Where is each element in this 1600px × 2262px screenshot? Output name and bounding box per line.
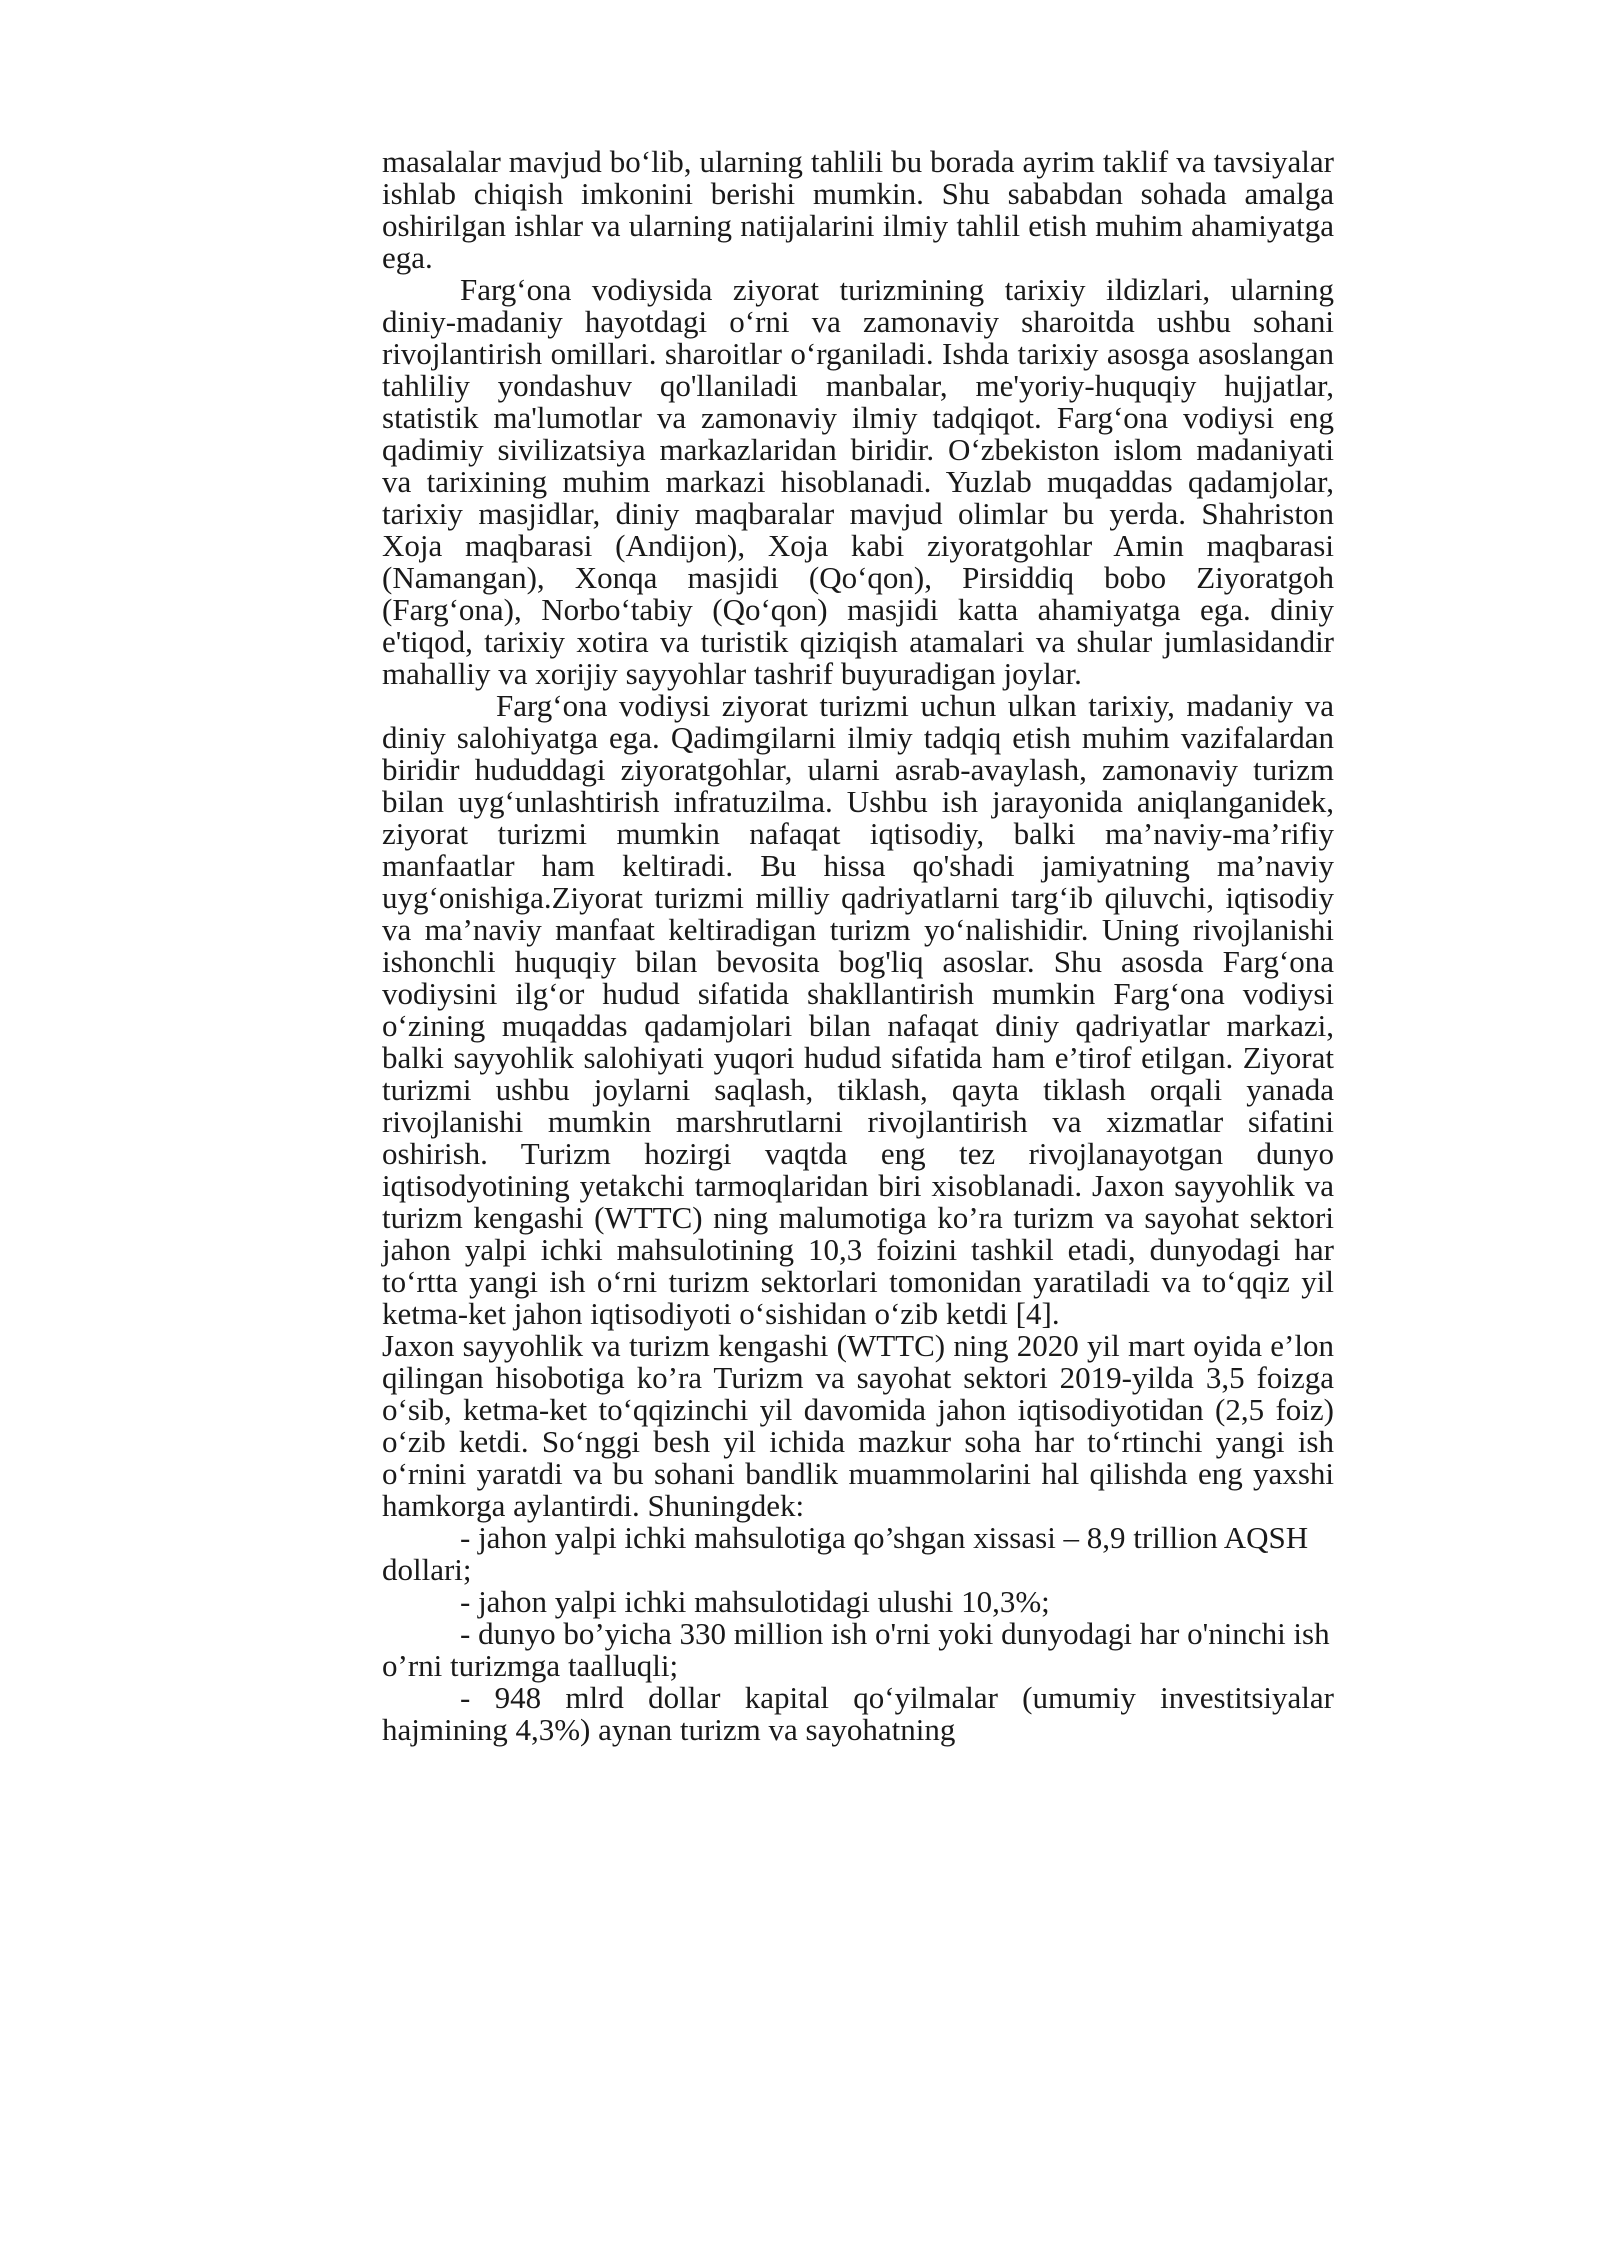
document-page [382,146,1334,1746]
paragraph-4: Jaxon sayyohlik va turizm kengashi (WTTC) ning 2020 yil mart oyida e’lon qilingan hisobotiga ko’ra Turizm va sayohat sektori 2019-yilda 3,5 foizga o‘sib, ketma-ket to‘qqizinchi yil davomida jahon iqtisodiyotidan (2,5 foiz) o‘zib ketdi. So‘nggi besh yil ichida mazkur soha har to‘rtinchi yangi ish o‘rnini yaratdi va bu sohani bandlik muammolarini hal qilishda eng yaxshi hamkorga aylantirdi. Shuningdek: [382,1328,1334,1523]
paragraph-3: Farg‘ona vodiysi ziyorat turizmi uchun ulkan tarixiy, madaniy va diniy salohiyatga ega. Qadimgilarni ilmiy tadqiq etish muhim vazifalardan biridir hududdagi ziyoratgohlar, ularni asrab-avaylash, zamonaviy turizm bilan uyg‘unlashtirish infratuzilma. Ushbu ish jarayonida aniqlanganidek, ziyorat turizmi mumkin nafaqat iqtisodiy, balki ma’naviy-ma’rifiy manfaatlar ham keltiradi. Bu hissa qo'shadi jamiyatning ma’naviy uyg‘onishiga.Ziyorat turizmi milliy qadriyatlarni targ‘ib qiluvchi, iqtisodiy va ma’naviy manfaat keltiradigan turizm yo‘nalishidir. Uning rivojlanishi ishonchli huquqiy bilan bevosita bog'liq asoslar. Shu asosda Farg‘ona vodiysini ilg‘or hudud sifatida shakllantirish mumkin Farg‘ona vodiysi o‘zining muqaddas qadamjolari bilan nafaqat diniy qadriyatlar markazi, balki sayyohlik salohiyati yuqori hudud sifatida ham e’tirof etilgan. Ziyorat turizmi ushbu joylarni saqlash, tiklash, qayta tiklash orqali yanada rivojlanishi mumkin marshrutlarni rivojlantirish va xizmatlar sifatini oshirish. Turizm hozirgi vaqtda eng tez rivojlanayotgan dunyo iqtisodyotining yetakchi tarmoqlaridan biri xisoblanadi. Jaxon sayyohlik va turizm kengashi (WTTC) ning malumotiga ko’ra turizm va sayohat sektori jahon yalpi ichki mahsulotining 10,3 foizini tashkil etadi, dunyodagi har to‘rtta yangi ish o‘rni turizm sektorlari tomonidan yaratiladi va to‘qqiz yil ketma-ket jahon iqtisodiyoti o‘sishidan o‘zib ketdi [4]. [382,688,1334,1331]
paragraph-2: Farg‘ona vodiysida ziyorat turizmining tarixiy ildizlari, ularning diniy-madaniy hayotdagi o‘rni va zamonaviy sharoitda ushbu sohani rivojlantirish omillari. sharoitlar o‘rganiladi. Ishda tarixiy asosga asoslangan tahliliy yondashuv qo'llaniladi manbalar, me'yoriy-huquqiy hujjatlar, statistik ma'lumotlar va zamonaviy ilmiy tadqiqot. Farg‘ona vodiysi eng qadimiy sivilizatsiya markazlaridan biridir. O‘zbekiston islom madaniyati va tarixining muhim markazi hisoblanadi. Yuzlab muqaddas qadamjolar, tarixiy masjidlar, diniy maqbaralar mavjud olimlar bu yerda. Shahriston Xoja maqbarasi (Andijon), Xoja kabi ziyoratgohlar Amin maqbarasi (Namangan), Xonqa masjidi (Qo‘qon), Pirsiddiq bobo Ziyoratgoh (Farg‘ona), Norbo‘tabiy (Qo‘qon) masjidi katta ahamiyatga ega. diniy e'tiqod, tarixiy xotira va turistik qiziqish atamalari va shular jumlasidandir mahalliy va xorijiy sayyohlar tashrif buyuradigan joylar. [382,272,1334,691]
list-item-gdp-share: - jahon yalpi ichki mahsulotidagi ulushi 10,3%; [460,1584,1050,1619]
list-item-gdp-contribution-cont: dollari; [382,1552,472,1587]
list-item-investment: - 948 mlrd dollar kapital qo‘yilmalar (umumiy investitsiyalar hajmining 4,3%) aynan turizm va sayohatning [382,1680,1334,1747]
list-item-jobs-cont: o’rni turizmga taalluqli; [382,1648,679,1683]
paragraph-1: masalalar mavjud bo‘lib, ularning tahlili bu borada ayrim taklif va tavsiyalar ishlab chiqish imkonini berishi mumkin. Shu sababdan sohada amalga oshirilgan ishlar va ularning natijalarini ilmiy tahlil etish muhim ahamiyatga ega. [382,144,1334,275]
list-item-gdp-contribution: - jahon yalpi ichki mahsulotiga qo’shgan xissasi – 8,9 trillion AQSH [460,1520,1309,1555]
list-item-jobs: - dunyo bo’yicha 330 million ish o'rni yoki dunyodagi har o'ninchi ish [460,1616,1330,1651]
